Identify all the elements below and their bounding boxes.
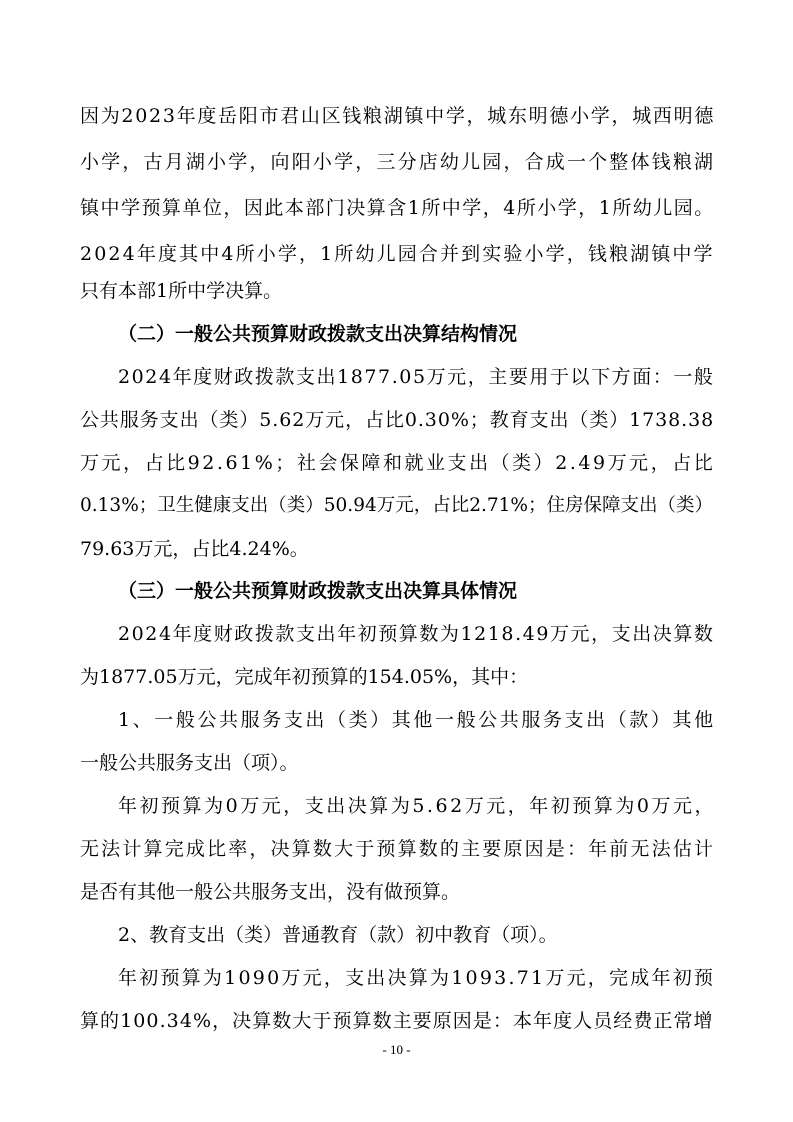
body-line-8: 公共服务支出（类）5.62万元，占比0.30%；教育支出（类）1738.38	[80, 409, 715, 431]
body-line-17: 年初预算为0万元，支出决算为5.62万元，年初预算为0万元，	[118, 795, 716, 817]
body-line-9: 万元，占比92.61%；社会保障和就业支出（类）2.49万元，占比	[80, 452, 716, 474]
body-line-1: 因为2023年度岳阳市君山区钱粮湖镇中学，城东明德小学，城西明德	[80, 105, 716, 127]
body-line-18: 无法计算完成比率，决算数大于预算数的主要原因是：年前无法估计	[80, 838, 716, 860]
body-line-5: 只有本部1所中学决算。	[80, 280, 283, 302]
body-line-22: 算的100.34%，决算数大于预算数主要原因是：本年度人员经费正常增	[80, 1010, 714, 1032]
body-line-11: 79.63万元，占比4.24%。	[80, 538, 309, 560]
page-number: - 10 -	[382, 1042, 411, 1057]
body-line-15: 1、一般公共服务支出（类）其他一般公共服务支出（款）其他	[118, 709, 716, 731]
body-line-4: 2024年度其中4所小学，1所幼儿园合并到实验小学，钱粮湖镇中学	[80, 243, 715, 265]
body-line-13: 2024年度财政拨款支出年初预算数为1218.49万元，支出决算数	[118, 623, 715, 645]
body-line-7: 2024年度财政拨款支出1877.05万元，主要用于以下方面：一般	[118, 366, 715, 388]
body-line-20: 2、教育支出（类）普通教育（款）初中教育（项）。	[118, 924, 558, 946]
body-line-3: 镇中学预算单位，因此本部门决算含1所中学，4所小学，1所幼儿园。	[80, 197, 715, 219]
body-line-2: 小学，古月湖小学，向阳小学，三分店幼儿园，合成一个整体钱粮湖	[80, 151, 716, 173]
section-heading-3: （三）一般公共预算财政拨款支出决算具体情况	[118, 580, 518, 602]
body-line-14: 为1877.05万元，完成年初预算的154.05%，其中：	[80, 666, 529, 688]
body-line-21: 年初预算为1090万元，支出决算为1093.71万元，完成年初预	[118, 967, 716, 989]
body-line-19: 是否有其他一般公共服务支出，没有做预算。	[80, 881, 461, 903]
section-heading-2: （二）一般公共预算财政拨款支出决算结构情况	[118, 323, 518, 345]
body-line-10: 0.13%；卫生健康支出（类）50.94万元，占比2.71%；住房保障支出（类）	[80, 495, 714, 516]
body-line-16: 一般公共服务支出（项）。	[80, 752, 299, 774]
